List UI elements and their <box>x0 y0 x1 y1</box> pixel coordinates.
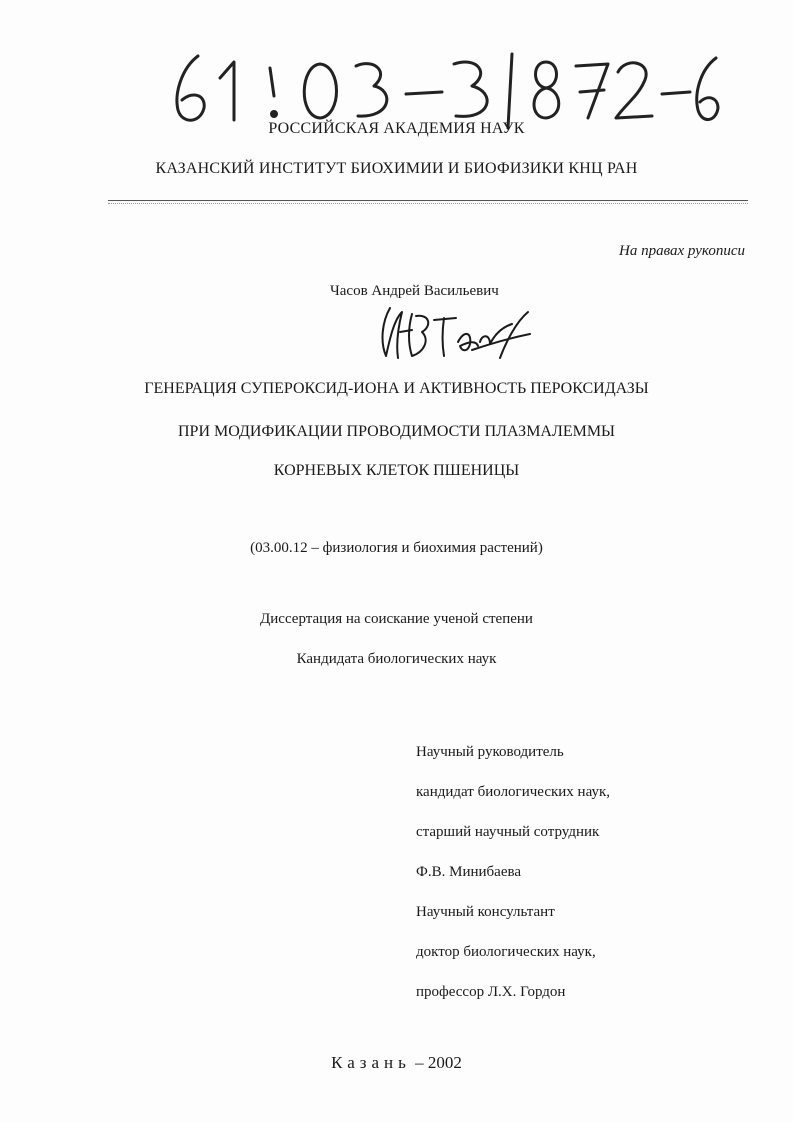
advisor-block <box>416 732 610 1012</box>
year: 2002 <box>427 1053 462 1072</box>
thesis-title-line-3: КОРНЕВЫХ КЛЕТОК ПШЕНИЦЫ <box>273 462 520 479</box>
handwritten-archive-number <box>160 48 720 130</box>
degree-name: Кандидата биологических наук <box>296 651 497 667</box>
city-year: Казань – 2002 <box>331 1053 462 1072</box>
advisor-line: профессор Л.Х. Гордон <box>416 984 566 1000</box>
thesis-title-line-1: ГЕНЕРАЦИЯ СУПЕРОКСИД-ИОНА И АКТИВНОСТЬ ПЕРОКСИДАЗЫ <box>144 380 649 397</box>
advisor-line: кандидат биологических наук, <box>416 784 610 800</box>
advisor-line: Научный руководитель <box>416 744 564 760</box>
header-divider-dotted <box>108 203 748 204</box>
specialty-code: (03.00.12 – физиология и биохимия растений) <box>250 540 543 556</box>
advisor-line: Ф.В. Минибаева <box>416 864 522 880</box>
thesis-title-line-2: ПРИ МОДИФИКАЦИИ ПРОВОДИМОСТИ ПЛАЗМАЛЕММЫ <box>177 423 615 440</box>
advisor-line: доктор биологических наук, <box>416 944 596 960</box>
dissertation-statement: Диссертация на соискание ученой степени <box>260 611 533 627</box>
academy-name: РОССИЙСКАЯ АКАДЕМИЯ НАУК <box>268 120 525 137</box>
author-signature <box>372 298 532 368</box>
manuscript-rights-note: На правах рукописи <box>619 243 745 259</box>
header-divider <box>108 200 748 201</box>
advisor-line: Научный консультант <box>416 904 555 920</box>
city-name: Казань <box>331 1053 411 1072</box>
author-name: Часов Андрей Васильевич <box>330 283 499 299</box>
advisor-line: старший научный сотрудник <box>416 824 600 840</box>
institute-name: КАЗАНСКИЙ ИНСТИТУТ БИОХИМИИ И БИОФИЗИКИ КНЦ РАН <box>155 160 638 177</box>
